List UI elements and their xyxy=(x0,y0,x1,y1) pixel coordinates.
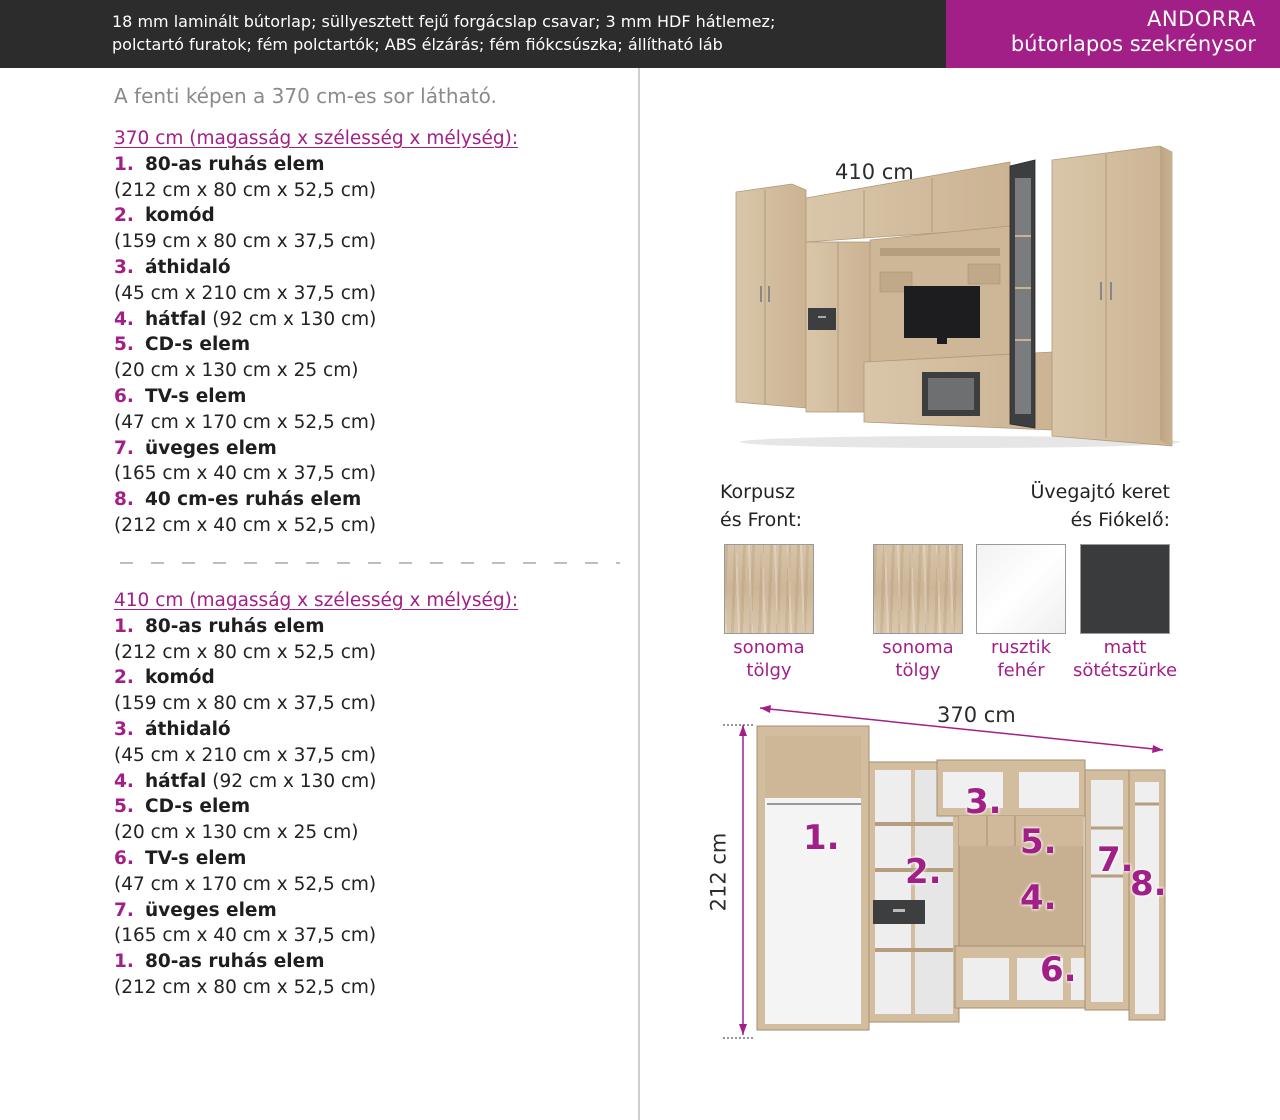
list-item xyxy=(114,614,614,640)
item-number: 4. xyxy=(114,770,134,792)
item-name: CD-s elem xyxy=(145,334,251,356)
list-item xyxy=(114,769,614,795)
list-item xyxy=(114,332,614,358)
list-item xyxy=(114,384,614,410)
brand-name: ANDORRA xyxy=(1147,7,1256,31)
item-name: TV-s elem xyxy=(145,385,247,407)
item-inline-dimensions: (92 cm x 130 cm) xyxy=(206,770,377,792)
set-410-items xyxy=(114,614,614,1001)
swatch-label-sonoma-1 xyxy=(709,636,829,682)
item-name: üveges elem xyxy=(145,899,277,921)
item-dimensions: (45 cm x 210 cm x 37,5 cm) xyxy=(114,282,377,304)
set-370-list xyxy=(114,126,614,539)
item-name: 40 cm-es ruhás elem xyxy=(145,489,362,511)
set-370-items xyxy=(114,152,614,539)
material-specs xyxy=(112,10,932,56)
item-number: 3. xyxy=(114,718,134,740)
list-item xyxy=(114,949,614,975)
dashed-separator xyxy=(120,562,620,564)
diagram-marker-5: 5. xyxy=(1020,822,1057,862)
list-item xyxy=(114,665,614,691)
item-number: 2. xyxy=(114,667,134,689)
frame-heading-line2: és Fiókelő: xyxy=(1070,509,1170,531)
numbered-diagram xyxy=(706,700,1185,1045)
list-item xyxy=(114,794,614,820)
item-dimensions: (212 cm x 80 cm x 52,5 cm) xyxy=(114,641,377,663)
item-name: komód xyxy=(145,667,215,689)
frame-heading xyxy=(960,478,1170,534)
item-name: komód xyxy=(145,205,215,227)
item-name: hátfal xyxy=(145,770,207,792)
item-dimensions: (159 cm x 80 cm x 37,5 cm) xyxy=(114,693,377,715)
swatch-label-matt-grey xyxy=(1065,636,1185,682)
product-image xyxy=(730,140,1180,450)
swatch-sonoma-oak-frame xyxy=(873,544,963,634)
item-dimensions: (47 cm x 170 cm x 52,5 cm) xyxy=(114,873,377,895)
list-item xyxy=(114,152,614,178)
item-number: 1. xyxy=(114,951,134,973)
diagram-marker-8: 8. xyxy=(1130,864,1167,904)
swatch-label-line1: sonoma xyxy=(882,637,954,658)
item-inline-dimensions: (92 cm x 130 cm) xyxy=(206,308,377,330)
item-name: hátfal xyxy=(145,308,207,330)
list-item xyxy=(114,898,614,924)
korpusz-heading-line2: és Front: xyxy=(720,509,803,531)
swatch-label-line2: fehér xyxy=(997,660,1045,681)
set-410-list xyxy=(114,588,614,1001)
item-number: 1. xyxy=(114,615,134,637)
item-dimensions: (20 cm x 130 cm x 25 cm) xyxy=(114,822,359,844)
item-name: 80-as ruhás elem xyxy=(145,153,325,175)
item-number: 6. xyxy=(114,847,134,869)
item-dimensions: (165 cm x 40 cm x 37,5 cm) xyxy=(114,463,377,485)
item-dimensions: (212 cm x 40 cm x 52,5 cm) xyxy=(114,514,377,536)
item-dimensions: (159 cm x 80 cm x 37,5 cm) xyxy=(114,231,377,253)
item-dimensions: (45 cm x 210 cm x 37,5 cm) xyxy=(114,744,377,766)
diagram-marker-3: 3. xyxy=(965,782,1002,822)
swatch-label-line2: tölgy xyxy=(746,660,792,681)
frame-heading-line1: Üvegajtó keret xyxy=(1030,481,1170,503)
list-item xyxy=(114,436,614,462)
item-dimensions: (47 cm x 170 cm x 52,5 cm) xyxy=(114,411,377,433)
diagram-marker-7: 7. xyxy=(1097,840,1134,880)
item-number: 2. xyxy=(114,205,134,227)
item-dimensions: (165 cm x 40 cm x 37,5 cm) xyxy=(114,925,377,947)
item-name: áthidaló xyxy=(145,256,231,278)
item-number: 6. xyxy=(114,385,134,407)
brand-box xyxy=(946,0,1280,68)
swatch-label-line2: tölgy xyxy=(895,660,941,681)
specs-line-2: polctartó furatok; fém polctartók; ABS élzárás; fém fiókcsúszka; állítható láb xyxy=(112,35,723,54)
intro-text: A fenti képen a 370 cm-es sor látható. xyxy=(114,84,497,108)
item-number: 5. xyxy=(114,796,134,818)
item-name: 80-as ruhás elem xyxy=(145,615,325,637)
diagram-width-label: 370 cm xyxy=(937,703,1016,727)
item-number: 5. xyxy=(114,334,134,356)
item-name: CD-s elem xyxy=(145,796,251,818)
swatch-label-sonoma-2 xyxy=(858,636,978,682)
swatch-matt-dark-grey xyxy=(1080,544,1170,634)
diagram-marker-4: 4. xyxy=(1020,878,1057,918)
list-item xyxy=(114,717,614,743)
swatch-label-rustic-white xyxy=(961,636,1081,682)
item-dimensions: (212 cm x 80 cm x 52,5 cm) xyxy=(114,179,377,201)
item-name: TV-s elem xyxy=(145,847,247,869)
item-number: 8. xyxy=(114,489,134,511)
swatch-sonoma-oak-body xyxy=(724,544,814,634)
item-dimensions: (20 cm x 130 cm x 25 cm) xyxy=(114,360,359,382)
column-divider xyxy=(638,68,640,1120)
item-number: 7. xyxy=(114,899,134,921)
diagram-height-label: 212 cm xyxy=(706,832,731,912)
swatch-label-line1: sonoma xyxy=(733,637,805,658)
item-name: 80-as ruhás elem xyxy=(145,951,325,973)
header-bar xyxy=(0,0,1280,68)
list-item xyxy=(114,255,614,281)
brand-subtitle: bútorlapos szekrénysor xyxy=(1010,32,1256,56)
item-name: üveges elem xyxy=(145,437,277,459)
item-number: 4. xyxy=(114,308,134,330)
swatch-rustic-white xyxy=(976,544,1066,634)
set-370-title: 370 cm (magasság x szélesség x mélység): xyxy=(114,128,519,149)
item-name: áthidaló xyxy=(145,718,231,740)
swatch-label-line1: rusztik xyxy=(990,637,1052,658)
specs-line-1: 18 mm laminált bútorlap; süllyesztett fejű forgácslap csavar; 3 mm HDF hátlemez; xyxy=(112,12,776,31)
list-item xyxy=(114,203,614,229)
item-number: 1. xyxy=(114,153,134,175)
list-item xyxy=(114,307,614,333)
korpusz-heading-line1: Korpusz xyxy=(720,481,795,503)
swatch-label-line2: sötétszürke xyxy=(1072,660,1178,681)
set-410-title: 410 cm (magasság x szélesség x mélység): xyxy=(114,590,519,611)
item-number: 3. xyxy=(114,256,134,278)
furniture-rendering xyxy=(730,140,1180,450)
item-number: 7. xyxy=(114,437,134,459)
diagram-marker-2: 2. xyxy=(905,852,942,892)
swatch-label-line1: matt xyxy=(1103,637,1147,658)
list-item xyxy=(114,487,614,513)
korpusz-heading xyxy=(720,478,802,534)
item-dimensions: (212 cm x 80 cm x 52,5 cm) xyxy=(114,976,377,998)
product-width-label: 410 cm xyxy=(835,160,914,184)
diagram-marker-6: 6. xyxy=(1040,950,1077,990)
diagram-marker-1: 1. xyxy=(803,818,840,858)
list-item xyxy=(114,846,614,872)
